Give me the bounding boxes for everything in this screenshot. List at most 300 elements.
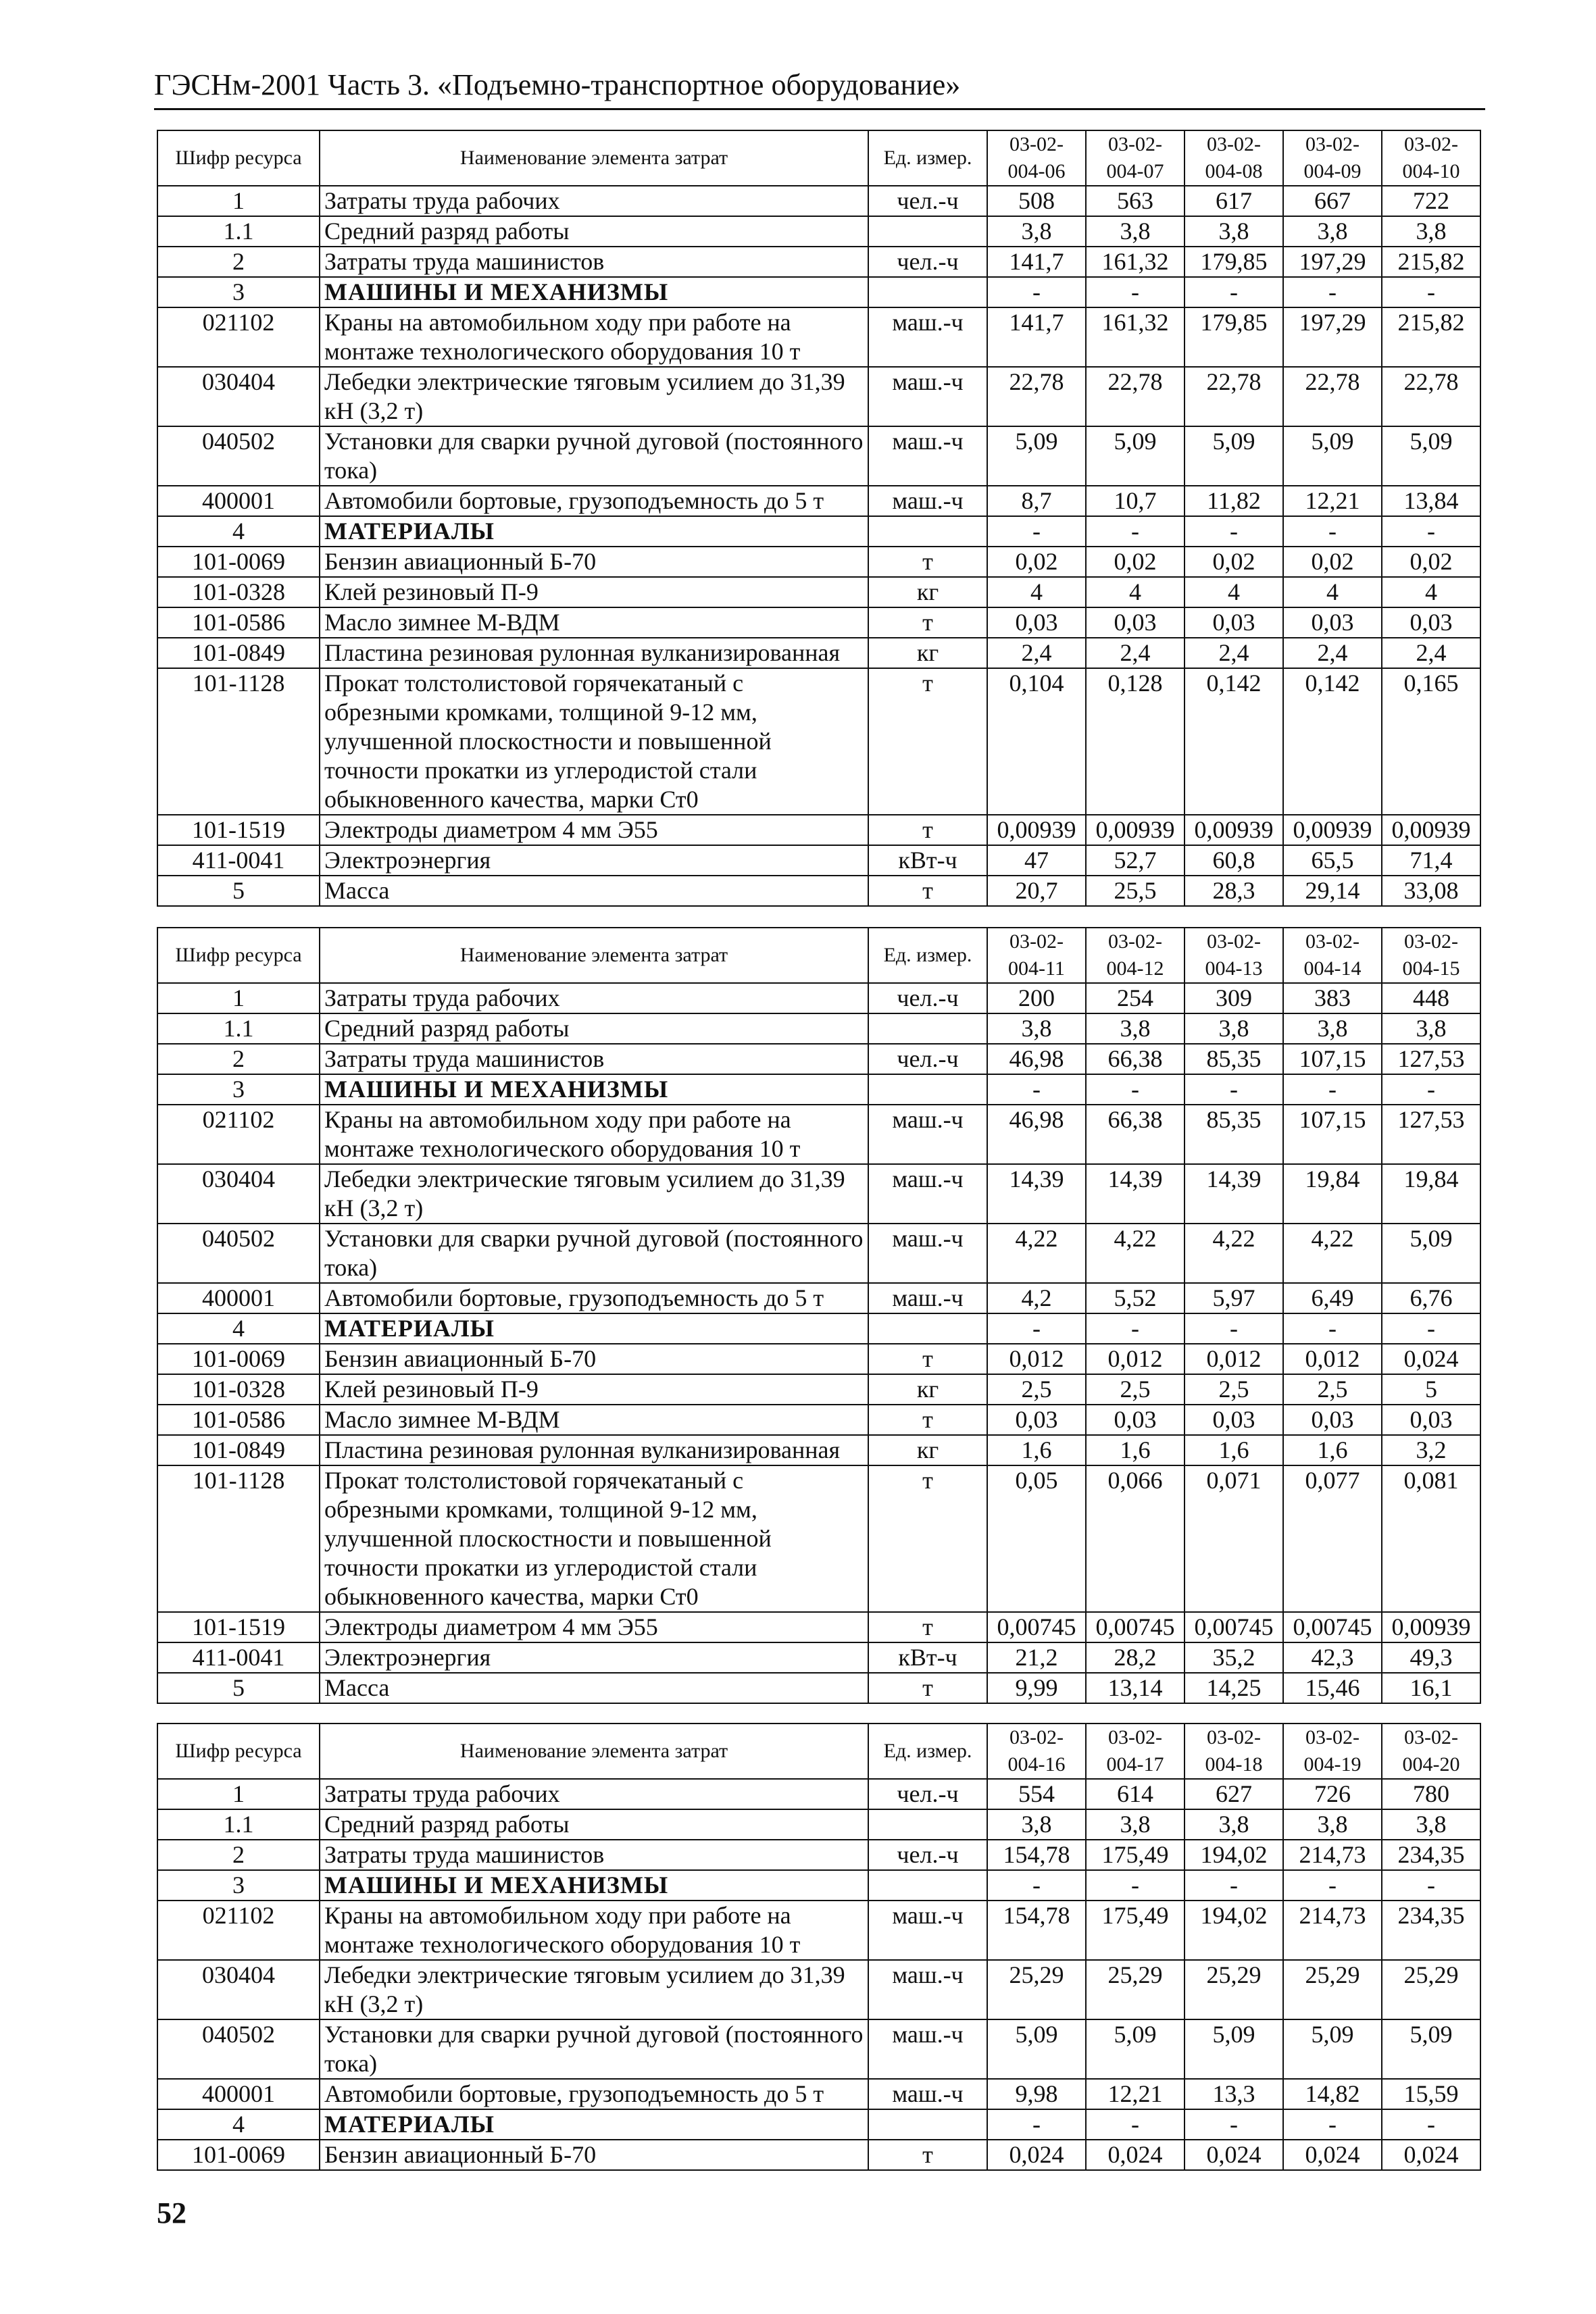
value-cell: - — [1283, 2109, 1382, 2140]
table-row — [157, 247, 1480, 277]
value-cell: 175,49 — [1086, 1840, 1184, 1870]
cost-element-name: Установки для сварки ручной дуговой (постоянного тока) — [320, 426, 868, 486]
resource-code: 5 — [157, 1673, 320, 1703]
value-cell: 3,8 — [1382, 1809, 1480, 1840]
cost-element-name: МАТЕРИАЛЫ — [320, 1313, 868, 1344]
resource-code: 021102 — [157, 1901, 320, 1960]
cost-element-name: Бензин авиационный Б-70 — [320, 1344, 868, 1374]
value-cell: 726 — [1283, 1779, 1382, 1809]
unit: т — [868, 876, 987, 906]
table-row — [157, 1435, 1480, 1465]
table-row — [157, 1673, 1480, 1703]
section-row — [157, 1313, 1480, 1344]
resource-code: 040502 — [157, 426, 320, 486]
unit: маш.-ч — [868, 2019, 987, 2079]
header-norm-code: 03-02-004-09 — [1283, 130, 1382, 186]
value-cell: 4,2 — [987, 1283, 1086, 1313]
value-cell: 0,02 — [1184, 547, 1283, 577]
value-cell: 0,03 — [1184, 607, 1283, 638]
cost-table-2 — [157, 927, 1480, 1704]
value-cell: 9,98 — [987, 2079, 1086, 2109]
resource-code: 030404 — [157, 367, 320, 426]
unit — [868, 1870, 987, 1901]
value-cell: 28,2 — [1086, 1642, 1184, 1673]
value-cell: - — [1184, 2109, 1283, 2140]
resource-code: 4 — [157, 2109, 320, 2140]
unit: т — [868, 815, 987, 845]
value-cell: 2,5 — [1184, 1374, 1283, 1405]
value-cell: 85,35 — [1184, 1105, 1283, 1164]
header-norm-code: 03-02-004-13 — [1184, 928, 1283, 983]
value-cell: 14,39 — [1184, 1164, 1283, 1224]
value-cell: 0,024 — [1086, 2140, 1184, 2170]
value-cell: 0,00939 — [1086, 815, 1184, 845]
value-cell: 617 — [1184, 186, 1283, 216]
value-cell: 3,2 — [1382, 1435, 1480, 1465]
value-cell: 3,8 — [987, 1809, 1086, 1840]
value-cell: 175,49 — [1086, 1901, 1184, 1960]
value-cell: 0,024 — [1184, 2140, 1283, 2170]
resource-code: 101-0586 — [157, 1405, 320, 1435]
unit: маш.-ч — [868, 1283, 987, 1313]
value-cell: 0,03 — [1283, 1405, 1382, 1435]
table-row — [157, 1374, 1480, 1405]
value-cell: 0,00939 — [1283, 815, 1382, 845]
unit: маш.-ч — [868, 426, 987, 486]
header-norm-code: 03-02-004-07 — [1086, 130, 1184, 186]
resource-code: 1 — [157, 983, 320, 1013]
value-cell: 4,22 — [1283, 1224, 1382, 1283]
unit: маш.-ч — [868, 2079, 987, 2109]
header-cost-element: Наименование элемента затрат — [320, 1724, 868, 1779]
value-cell: 13,3 — [1184, 2079, 1283, 2109]
unit: маш.-ч — [868, 1164, 987, 1224]
value-cell: 0,05 — [987, 1465, 1086, 1612]
value-cell: 197,29 — [1283, 307, 1382, 367]
value-cell: 19,84 — [1382, 1164, 1480, 1224]
value-cell: 3,8 — [1382, 1013, 1480, 1044]
value-cell: 8,7 — [987, 486, 1086, 516]
unit: т — [868, 547, 987, 577]
header-cost-element: Наименование элемента затрат — [320, 928, 868, 983]
cost-element-name: Электроды диаметром 4 мм Э55 — [320, 1612, 868, 1642]
value-cell: 21,2 — [987, 1642, 1086, 1673]
value-cell: 2,4 — [1283, 638, 1382, 668]
value-cell: 5,09 — [1086, 426, 1184, 486]
cost-element-name: Масса — [320, 876, 868, 906]
value-cell: 197,29 — [1283, 247, 1382, 277]
resource-code: 1.1 — [157, 1809, 320, 1840]
value-cell: 15,46 — [1283, 1673, 1382, 1703]
value-cell: 4 — [1184, 577, 1283, 607]
cost-element-name: Пластина резиновая рулонная вулканизированная — [320, 1435, 868, 1465]
value-cell: 554 — [987, 1779, 1086, 1809]
value-cell: 154,78 — [987, 1840, 1086, 1870]
resource-code: 4 — [157, 516, 320, 547]
value-cell: 12,21 — [1086, 2079, 1184, 2109]
table-row — [157, 577, 1480, 607]
value-cell: 5,52 — [1086, 1283, 1184, 1313]
value-cell: 0,03 — [1086, 1405, 1184, 1435]
unit: т — [868, 1344, 987, 1374]
cost-element-name: Затраты труда машинистов — [320, 1044, 868, 1074]
value-cell: 5,09 — [1184, 426, 1283, 486]
cost-element-name: Пластина резиновая рулонная вулканизированная — [320, 638, 868, 668]
unit: маш.-ч — [868, 1901, 987, 1960]
value-cell: 0,066 — [1086, 1465, 1184, 1612]
value-cell: 49,3 — [1382, 1642, 1480, 1673]
value-cell: 11,82 — [1184, 486, 1283, 516]
unit: маш.-ч — [868, 367, 987, 426]
unit — [868, 2109, 987, 2140]
resource-code: 021102 — [157, 1105, 320, 1164]
value-cell: 25,5 — [1086, 876, 1184, 906]
table-row — [157, 1779, 1480, 1809]
unit — [868, 216, 987, 247]
resource-code: 101-0069 — [157, 1344, 320, 1374]
table-row — [157, 815, 1480, 845]
header-row — [157, 1724, 1480, 1779]
unit: маш.-ч — [868, 1224, 987, 1283]
unit: чел.-ч — [868, 1840, 987, 1870]
value-cell: 0,03 — [1382, 1405, 1480, 1435]
value-cell: 0,03 — [1184, 1405, 1283, 1435]
value-cell: 234,35 — [1382, 1840, 1480, 1870]
value-cell: 0,024 — [1382, 2140, 1480, 2170]
header-row — [157, 928, 1480, 983]
cost-element-name: МАТЕРИАЛЫ — [320, 2109, 868, 2140]
value-cell: 627 — [1184, 1779, 1283, 1809]
header-norm-code: 03-02-004-18 — [1184, 1724, 1283, 1779]
unit: кВт-ч — [868, 845, 987, 876]
value-cell: - — [1086, 277, 1184, 307]
value-cell: 13,84 — [1382, 486, 1480, 516]
section-row — [157, 1870, 1480, 1901]
value-cell: 0,03 — [987, 1405, 1086, 1435]
cost-element-name: Электроэнергия — [320, 845, 868, 876]
value-cell: 3,8 — [1184, 1013, 1283, 1044]
value-cell: 0,024 — [1382, 1344, 1480, 1374]
table-row — [157, 638, 1480, 668]
value-cell: 1,6 — [1086, 1435, 1184, 1465]
resource-code: 1 — [157, 1779, 320, 1809]
table-row — [157, 486, 1480, 516]
value-cell: 0,128 — [1086, 668, 1184, 815]
unit: кг — [868, 577, 987, 607]
value-cell: 5,09 — [1283, 426, 1382, 486]
value-cell: 563 — [1086, 186, 1184, 216]
cost-element-name: Средний разряд работы — [320, 216, 868, 247]
value-cell: 3,8 — [1283, 216, 1382, 247]
value-cell: 0,012 — [1283, 1344, 1382, 1374]
value-cell: 2,4 — [1382, 638, 1480, 668]
value-cell: 0,024 — [1283, 2140, 1382, 2170]
value-cell: 22,78 — [987, 367, 1086, 426]
value-cell: 2,4 — [987, 638, 1086, 668]
value-cell: - — [1086, 1313, 1184, 1344]
cost-element-name: Масло зимнее М-ВДМ — [320, 607, 868, 638]
value-cell: 141,7 — [987, 307, 1086, 367]
unit: кВт-ч — [868, 1642, 987, 1673]
cost-element-name: Лебедки электрические тяговым усилием до 31,39 кН (3,2 т) — [320, 1960, 868, 2019]
value-cell: 1,6 — [1283, 1435, 1382, 1465]
value-cell: 3,8 — [1184, 216, 1283, 247]
value-cell: 15,59 — [1382, 2079, 1480, 2109]
value-cell: 10,7 — [1086, 486, 1184, 516]
unit: маш.-ч — [868, 307, 987, 367]
value-cell: - — [987, 2109, 1086, 2140]
resource-code: 400001 — [157, 486, 320, 516]
table-row — [157, 1809, 1480, 1840]
resource-code: 101-0586 — [157, 607, 320, 638]
cost-element-name: Установки для сварки ручной дуговой (постоянного тока) — [320, 2019, 868, 2079]
value-cell: 3,8 — [1283, 1809, 1382, 1840]
unit: маш.-ч — [868, 1105, 987, 1164]
value-cell: 179,85 — [1184, 307, 1283, 367]
value-cell: - — [1283, 516, 1382, 547]
cost-element-name: Клей резиновый П-9 — [320, 1374, 868, 1405]
resource-code: 101-1519 — [157, 815, 320, 845]
value-cell: 85,35 — [1184, 1044, 1283, 1074]
value-cell: - — [1086, 516, 1184, 547]
value-cell: 4,22 — [1086, 1224, 1184, 1283]
table-row — [157, 1901, 1480, 1960]
value-cell: 33,08 — [1382, 876, 1480, 906]
header-resource-code: Шифр ресурса — [157, 928, 320, 983]
cost-element-name: Затраты труда машинистов — [320, 247, 868, 277]
cost-element-name: Затраты труда рабочих — [320, 983, 868, 1013]
resource-code: 101-1519 — [157, 1612, 320, 1642]
value-cell: 127,53 — [1382, 1044, 1480, 1074]
value-cell: 22,78 — [1382, 367, 1480, 426]
resource-code: 2 — [157, 1840, 320, 1870]
value-cell: - — [1382, 516, 1480, 547]
unit: чел.-ч — [868, 186, 987, 216]
value-cell: 0,03 — [987, 607, 1086, 638]
value-cell: 127,53 — [1382, 1105, 1480, 1164]
cost-element-name: Электроэнергия — [320, 1642, 868, 1673]
table-row — [157, 1013, 1480, 1044]
header-norm-code: 03-02-004-19 — [1283, 1724, 1382, 1779]
resource-code: 3 — [157, 1870, 320, 1901]
cost-element-name: МАШИНЫ И МЕХАНИЗМЫ — [320, 277, 868, 307]
unit: кг — [868, 1374, 987, 1405]
cost-element-name: Краны на автомобильном ходу при работе на монтаже технологического оборудования 10 т — [320, 1901, 868, 1960]
value-cell: - — [1184, 1870, 1283, 1901]
value-cell: 42,3 — [1283, 1642, 1382, 1673]
table-row — [157, 547, 1480, 577]
table-row — [157, 668, 1480, 815]
table-row — [157, 2079, 1480, 2109]
unit — [868, 1013, 987, 1044]
value-cell: 107,15 — [1283, 1044, 1382, 1074]
value-cell: 20,7 — [987, 876, 1086, 906]
resource-code: 101-0849 — [157, 1435, 320, 1465]
value-cell: 3,8 — [987, 1013, 1086, 1044]
cost-element-name: Затраты труда машинистов — [320, 1840, 868, 1870]
value-cell: 215,82 — [1382, 307, 1480, 367]
value-cell: 234,35 — [1382, 1901, 1480, 1960]
cost-element-name: МАШИНЫ И МЕХАНИЗМЫ — [320, 1074, 868, 1105]
value-cell: 25,29 — [1382, 1960, 1480, 2019]
value-cell: 614 — [1086, 1779, 1184, 1809]
value-cell: 179,85 — [1184, 247, 1283, 277]
value-cell: - — [1382, 277, 1480, 307]
value-cell: - — [987, 1313, 1086, 1344]
table-row — [157, 186, 1480, 216]
table-row — [157, 1612, 1480, 1642]
table-row — [157, 1405, 1480, 1435]
header-norm-code: 03-02-004-15 — [1382, 928, 1480, 983]
resource-code: 4 — [157, 1313, 320, 1344]
table-row — [157, 607, 1480, 638]
value-cell: 0,00939 — [1382, 1612, 1480, 1642]
value-cell: 5,09 — [1086, 2019, 1184, 2079]
value-cell: - — [987, 1074, 1086, 1105]
header-norm-code: 03-02-004-08 — [1184, 130, 1283, 186]
value-cell: - — [1283, 277, 1382, 307]
value-cell: 215,82 — [1382, 247, 1480, 277]
table-row — [157, 367, 1480, 426]
resource-code: 101-1128 — [157, 1465, 320, 1612]
unit: т — [868, 1612, 987, 1642]
table-row — [157, 1960, 1480, 2019]
value-cell: 0,00745 — [1283, 1612, 1382, 1642]
unit: кг — [868, 1435, 987, 1465]
value-cell: 0,03 — [1086, 607, 1184, 638]
table-row — [157, 1224, 1480, 1283]
value-cell: 0,00939 — [1382, 815, 1480, 845]
table-row — [157, 2019, 1480, 2079]
cost-element-name: Средний разряд работы — [320, 1809, 868, 1840]
cost-element-name: Электроды диаметром 4 мм Э55 — [320, 815, 868, 845]
value-cell: 200 — [987, 983, 1086, 1013]
value-cell: 5,09 — [987, 2019, 1086, 2079]
cost-element-name: Лебедки электрические тяговым усилием до 31,39 кН (3,2 т) — [320, 1164, 868, 1224]
cost-table — [157, 130, 1481, 907]
value-cell: - — [1283, 1074, 1382, 1105]
value-cell: 0,012 — [1086, 1344, 1184, 1374]
table-row — [157, 1642, 1480, 1673]
header-resource-code: Шифр ресурса — [157, 1724, 320, 1779]
cost-element-name: Установки для сварки ручной дуговой (постоянного тока) — [320, 1224, 868, 1283]
value-cell: - — [987, 1870, 1086, 1901]
value-cell: 107,15 — [1283, 1105, 1382, 1164]
resource-code: 101-1128 — [157, 668, 320, 815]
resource-code: 411-0041 — [157, 1642, 320, 1673]
resource-code: 021102 — [157, 307, 320, 367]
resource-code: 101-0328 — [157, 1374, 320, 1405]
value-cell: 0,077 — [1283, 1465, 1382, 1612]
resource-code: 5 — [157, 876, 320, 906]
value-cell: 5,09 — [1382, 2019, 1480, 2079]
value-cell: 0,012 — [987, 1344, 1086, 1374]
header-norm-code: 03-02-004-20 — [1382, 1724, 1480, 1779]
value-cell: 46,98 — [987, 1105, 1086, 1164]
table-row — [157, 983, 1480, 1013]
resource-code: 101-0069 — [157, 2140, 320, 2170]
value-cell: 254 — [1086, 983, 1184, 1013]
section-row — [157, 2109, 1480, 2140]
unit: т — [868, 1465, 987, 1612]
cost-element-name: Автомобили бортовые, грузоподъемность до 5 т — [320, 1283, 868, 1313]
value-cell: 16,1 — [1382, 1673, 1480, 1703]
value-cell: 2,5 — [1283, 1374, 1382, 1405]
value-cell: 0,00939 — [1184, 815, 1283, 845]
table-row — [157, 1840, 1480, 1870]
header-resource-code: Шифр ресурса — [157, 130, 320, 186]
cost-element-name: Краны на автомобильном ходу при работе на монтаже технологического оборудования 10 т — [320, 1105, 868, 1164]
resource-code: 1 — [157, 186, 320, 216]
header-norm-code: 03-02-004-16 — [987, 1724, 1086, 1779]
value-cell: 5,09 — [1382, 426, 1480, 486]
cost-table — [157, 1723, 1481, 2171]
value-cell: 0,071 — [1184, 1465, 1283, 1612]
header-norm-code: 03-02-004-10 — [1382, 130, 1480, 186]
running-head-title: ГЭСНм-2001 Часть 3. «Подъемно-транспортное оборудование» — [154, 65, 1485, 110]
value-cell: - — [1382, 1313, 1480, 1344]
value-cell: 4 — [1283, 577, 1382, 607]
page-number: 52 — [157, 2196, 186, 2230]
value-cell: 5,97 — [1184, 1283, 1283, 1313]
value-cell: 9,99 — [987, 1673, 1086, 1703]
value-cell: - — [1382, 1870, 1480, 1901]
table-row — [157, 2140, 1480, 2170]
resource-code: 411-0041 — [157, 845, 320, 876]
value-cell: 194,02 — [1184, 1901, 1283, 1960]
header-cost-element: Наименование элемента затрат — [320, 130, 868, 186]
cost-element-name: Бензин авиационный Б-70 — [320, 547, 868, 577]
value-cell: - — [987, 516, 1086, 547]
cost-table-3 — [157, 1723, 1480, 2171]
resource-code: 101-0328 — [157, 577, 320, 607]
table-row — [157, 845, 1480, 876]
table-row — [157, 307, 1480, 367]
value-cell: 1,6 — [1184, 1435, 1283, 1465]
table-row — [157, 1283, 1480, 1313]
cost-element-name: Автомобили бортовые, грузоподъемность до 5 т — [320, 486, 868, 516]
value-cell: 14,39 — [1086, 1164, 1184, 1224]
value-cell: 5,09 — [1382, 1224, 1480, 1283]
resource-code: 040502 — [157, 2019, 320, 2079]
value-cell: 22,78 — [1086, 367, 1184, 426]
value-cell: 19,84 — [1283, 1164, 1382, 1224]
value-cell: 3,8 — [1086, 216, 1184, 247]
table-row — [157, 1105, 1480, 1164]
value-cell: 0,104 — [987, 668, 1086, 815]
value-cell: 4,22 — [987, 1224, 1086, 1283]
value-cell: 25,29 — [1086, 1960, 1184, 2019]
value-cell: 12,21 — [1283, 486, 1382, 516]
unit: чел.-ч — [868, 247, 987, 277]
cost-element-name: Краны на автомобильном ходу при работе на монтаже технологического оборудования 10 т — [320, 307, 868, 367]
value-cell: 25,29 — [1184, 1960, 1283, 2019]
cost-element-name: МАТЕРИАЛЫ — [320, 516, 868, 547]
value-cell: 13,14 — [1086, 1673, 1184, 1703]
value-cell: 29,14 — [1283, 876, 1382, 906]
value-cell: 154,78 — [987, 1901, 1086, 1960]
cost-element-name: Прокат толстолистовой горячекатаный с обрезными кромками, толщиной 9-12 мм, улучшенной плоскостности и повышенной точности прокатки из углеродистой стали обыкновенного качества, марки Ст0 — [320, 1465, 868, 1612]
value-cell: 0,081 — [1382, 1465, 1480, 1612]
cost-element-name: МАШИНЫ И МЕХАНИЗМЫ — [320, 1870, 868, 1901]
header-row — [157, 130, 1480, 186]
value-cell: 0,03 — [1283, 607, 1382, 638]
value-cell: 60,8 — [1184, 845, 1283, 876]
value-cell: 0,03 — [1382, 607, 1480, 638]
value-cell: 141,7 — [987, 247, 1086, 277]
header-norm-code: 03-02-004-12 — [1086, 928, 1184, 983]
unit — [868, 1074, 987, 1105]
